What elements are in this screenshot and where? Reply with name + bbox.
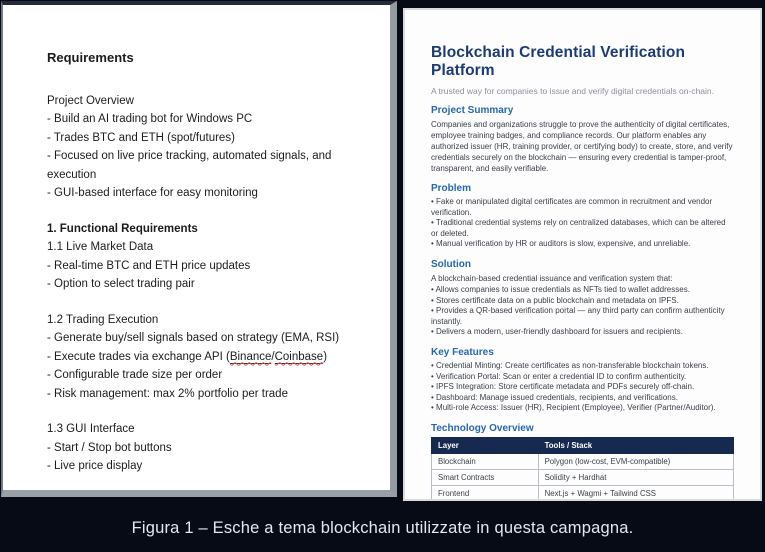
doc-line: 1. Functional Requirements [47, 222, 198, 235]
right-document [403, 8, 762, 501]
bullet-item: • Provides a QR-based verification portal — any third party can confirm authenticity instantly. [431, 306, 725, 326]
doc-line: Project Overview [47, 94, 134, 107]
doc-line: 1.2 Trading Execution [47, 313, 159, 326]
doc-line: - Risk management: max 2% portfolio per trade [47, 387, 288, 400]
left-doc-body [3, 5, 390, 476]
table-row [432, 485, 734, 501]
section-heading: Technology Overview [431, 422, 534, 434]
text-segment: - Execute trades via exchange API ( [47, 350, 230, 363]
doc-line: - Real-time BTC and ETH price updates [47, 259, 251, 272]
doc-line: 1.3 GUI Interface [47, 423, 135, 435]
doc-line: - Live price display [47, 460, 143, 472]
table-cell: Next.js + Wagmi + Tailwind CSS [538, 485, 733, 501]
doc-line: - Option to select trading pair [47, 278, 195, 290]
bullet-item: • IPFS Integration: Store certificate metadata and PDFs securely off-chain. [431, 382, 695, 392]
bullet-item: • Dashboard: Manage issued credentials, recipients, and verifications. [431, 392, 678, 402]
bullet-item: • Credential Minting: Create certificates as non-transferable blockchain tokens. [431, 360, 709, 370]
text-segment: ) [323, 350, 328, 363]
table-header-row [432, 437, 734, 453]
bullet-item: • Stores certificate data on a public blockchain and metadata on IPFS. [431, 295, 679, 305]
table-header-cell: Layer [432, 437, 539, 453]
doc-line: - Trades BTC and ETH (spot/futures) [47, 131, 235, 144]
table-cell: Polygon (low-cost, EVM-compatible) [538, 453, 733, 469]
doc-line: 1.1 Live Market Data [47, 241, 154, 253]
paragraph: A blockchain-based credential issuance and verification system that: [431, 273, 673, 283]
bullet-item: • Multi-role Access: Issuer (HR), Recipient (Employee), Verifier (Partner/Auditor). [431, 403, 716, 413]
doc-line: - GUI-based interface for easy monitoring [47, 187, 258, 199]
doc-line: - Generate buy/sell signals based on strategy (EMA, RSI) [47, 332, 340, 344]
link-text[interactable]: Coinbase [274, 350, 324, 363]
table-header-cell: Tools / Stack [538, 437, 733, 453]
page-subtitle: A trusted way for companies to issue and verify digital credentials on-chain. [431, 86, 715, 96]
doc-line: - Build an AI trading bot for Windows PC [47, 113, 253, 125]
table-cell: Smart Contracts [432, 469, 539, 485]
doc-line: - Start / Stop bot buttons [47, 441, 172, 454]
link-text[interactable]: Binance [229, 350, 272, 363]
bullet-item: • Allows companies to issue credentials as NFTs tied to wallet addresses. [431, 284, 690, 294]
doc-line: - Focused on live price tracking, automated signals, and execution [47, 150, 332, 181]
text-segment: / [271, 350, 275, 363]
bullet-item: • Delivers a modern, user-friendly dashboard for issuers and recipients. [431, 327, 683, 337]
figure-caption: Figura 1 – Esche a tema blockchain utilizzate in questa campagna. [131, 518, 634, 537]
right-doc-body [431, 105, 734, 501]
bullet-item: • Verification Portal: Scan or enter a credential ID to confirm authenticity. [431, 371, 687, 381]
doc-line: - Configurable trade size per order [47, 369, 223, 381]
section-heading: Solution [431, 258, 471, 270]
right-doc-body-wrap [405, 10, 760, 501]
table-cell: Frontend [432, 485, 539, 501]
table-row [432, 469, 734, 485]
figure-caption-bar [0, 504, 765, 552]
doc-line: Requirements [47, 50, 134, 65]
section-heading: Project Summary [431, 105, 514, 116]
data-table [431, 437, 734, 501]
left-document [1, 1, 397, 497]
table-cell: Blockchain [432, 453, 539, 469]
table-row [432, 453, 734, 469]
paragraph: Companies and organizations struggle to prove the authenticity of digital certificates, employee training badges, and compliance records. Our platform enables any authorized issuer (HR, training provider, or certifying body) to create, store, and verify credentials securely on the blockchain — ensuring every credential is tamper-proof, transparent, and easily verifiable. [431, 120, 733, 173]
bullet-item: • Fake or manipulated digital certificates are common in recruitment and vendor verification. [431, 197, 713, 217]
section-heading: Key Features [431, 346, 494, 358]
bullet-item: • Manual verification by HR or auditors is slow, expensive, and unreliable. [431, 239, 691, 249]
table-cell: Solidity + Hardhat [538, 469, 733, 485]
section-heading: Problem [431, 183, 472, 194]
bullet-item: • Traditional credential systems rely on centralized databases, which can be altered or deleted. [431, 218, 726, 238]
doc-line [47, 348, 362, 367]
page-title: Blockchain Credential Verification Platform [431, 44, 686, 79]
